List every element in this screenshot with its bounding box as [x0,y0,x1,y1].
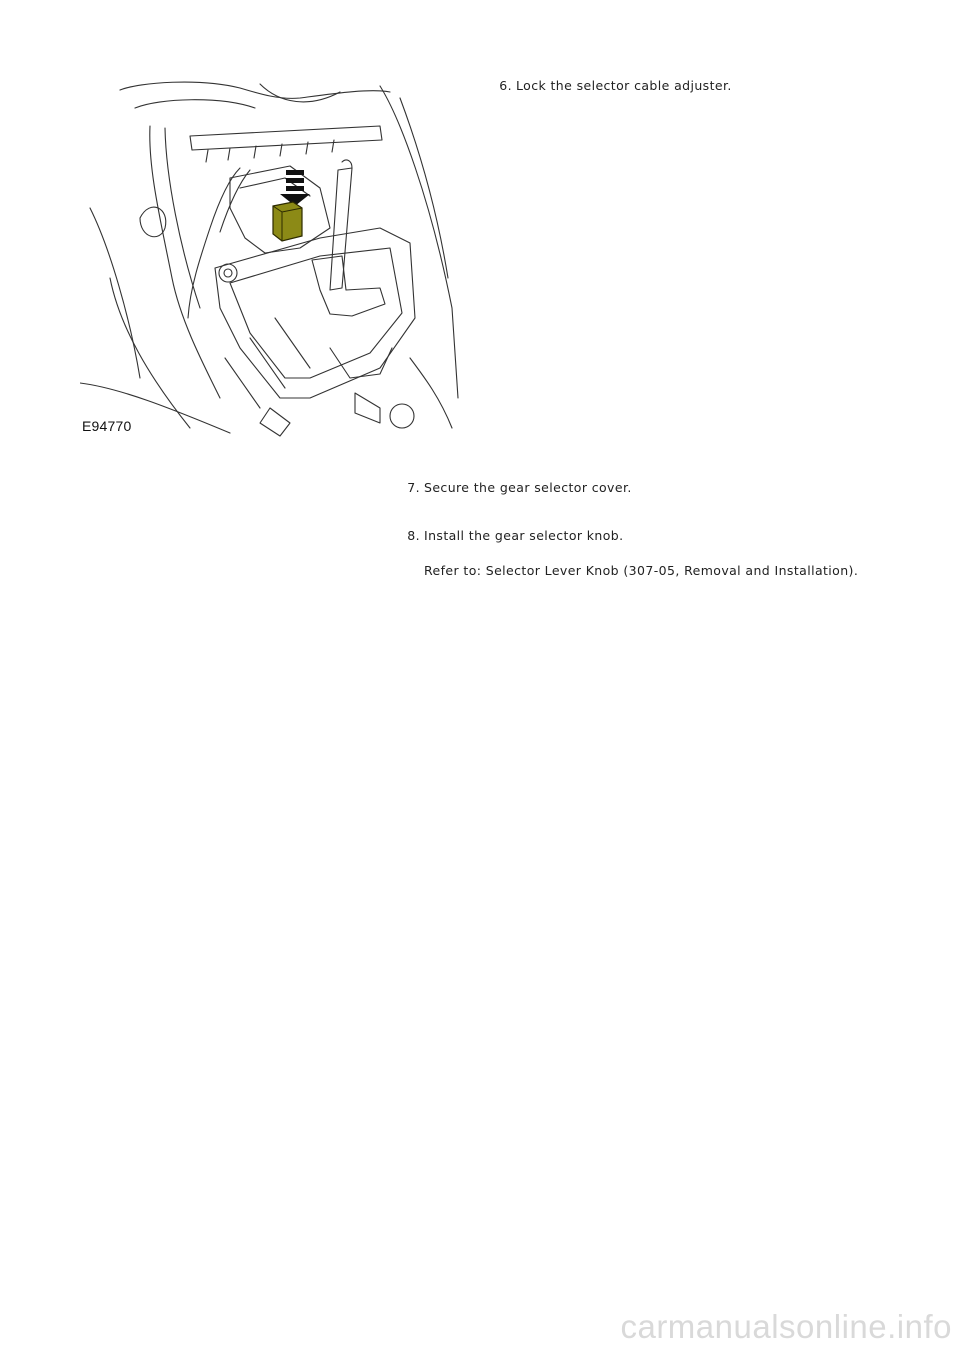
cable-adjuster-lock [273,202,302,241]
gear-selector-drawing [80,78,460,440]
step-number: 7. [407,480,420,495]
gear-selector-illustration [80,78,460,440]
step-text: Secure the gear selector cover. [424,480,632,495]
step-text: Install the gear selector knob. [424,528,624,543]
watermark: carmanualsonline.info [620,1308,952,1345]
reference-link[interactable] [424,563,858,579]
step-text: Lock the selector cable adjuster. [516,78,732,93]
step-number: 8. [407,528,420,543]
reference-text: Refer to: Selector Lever Knob (307-05, Removal and Installation). [424,563,859,578]
step-number: 6. [499,78,512,93]
figure-label: E94770 [82,418,132,434]
